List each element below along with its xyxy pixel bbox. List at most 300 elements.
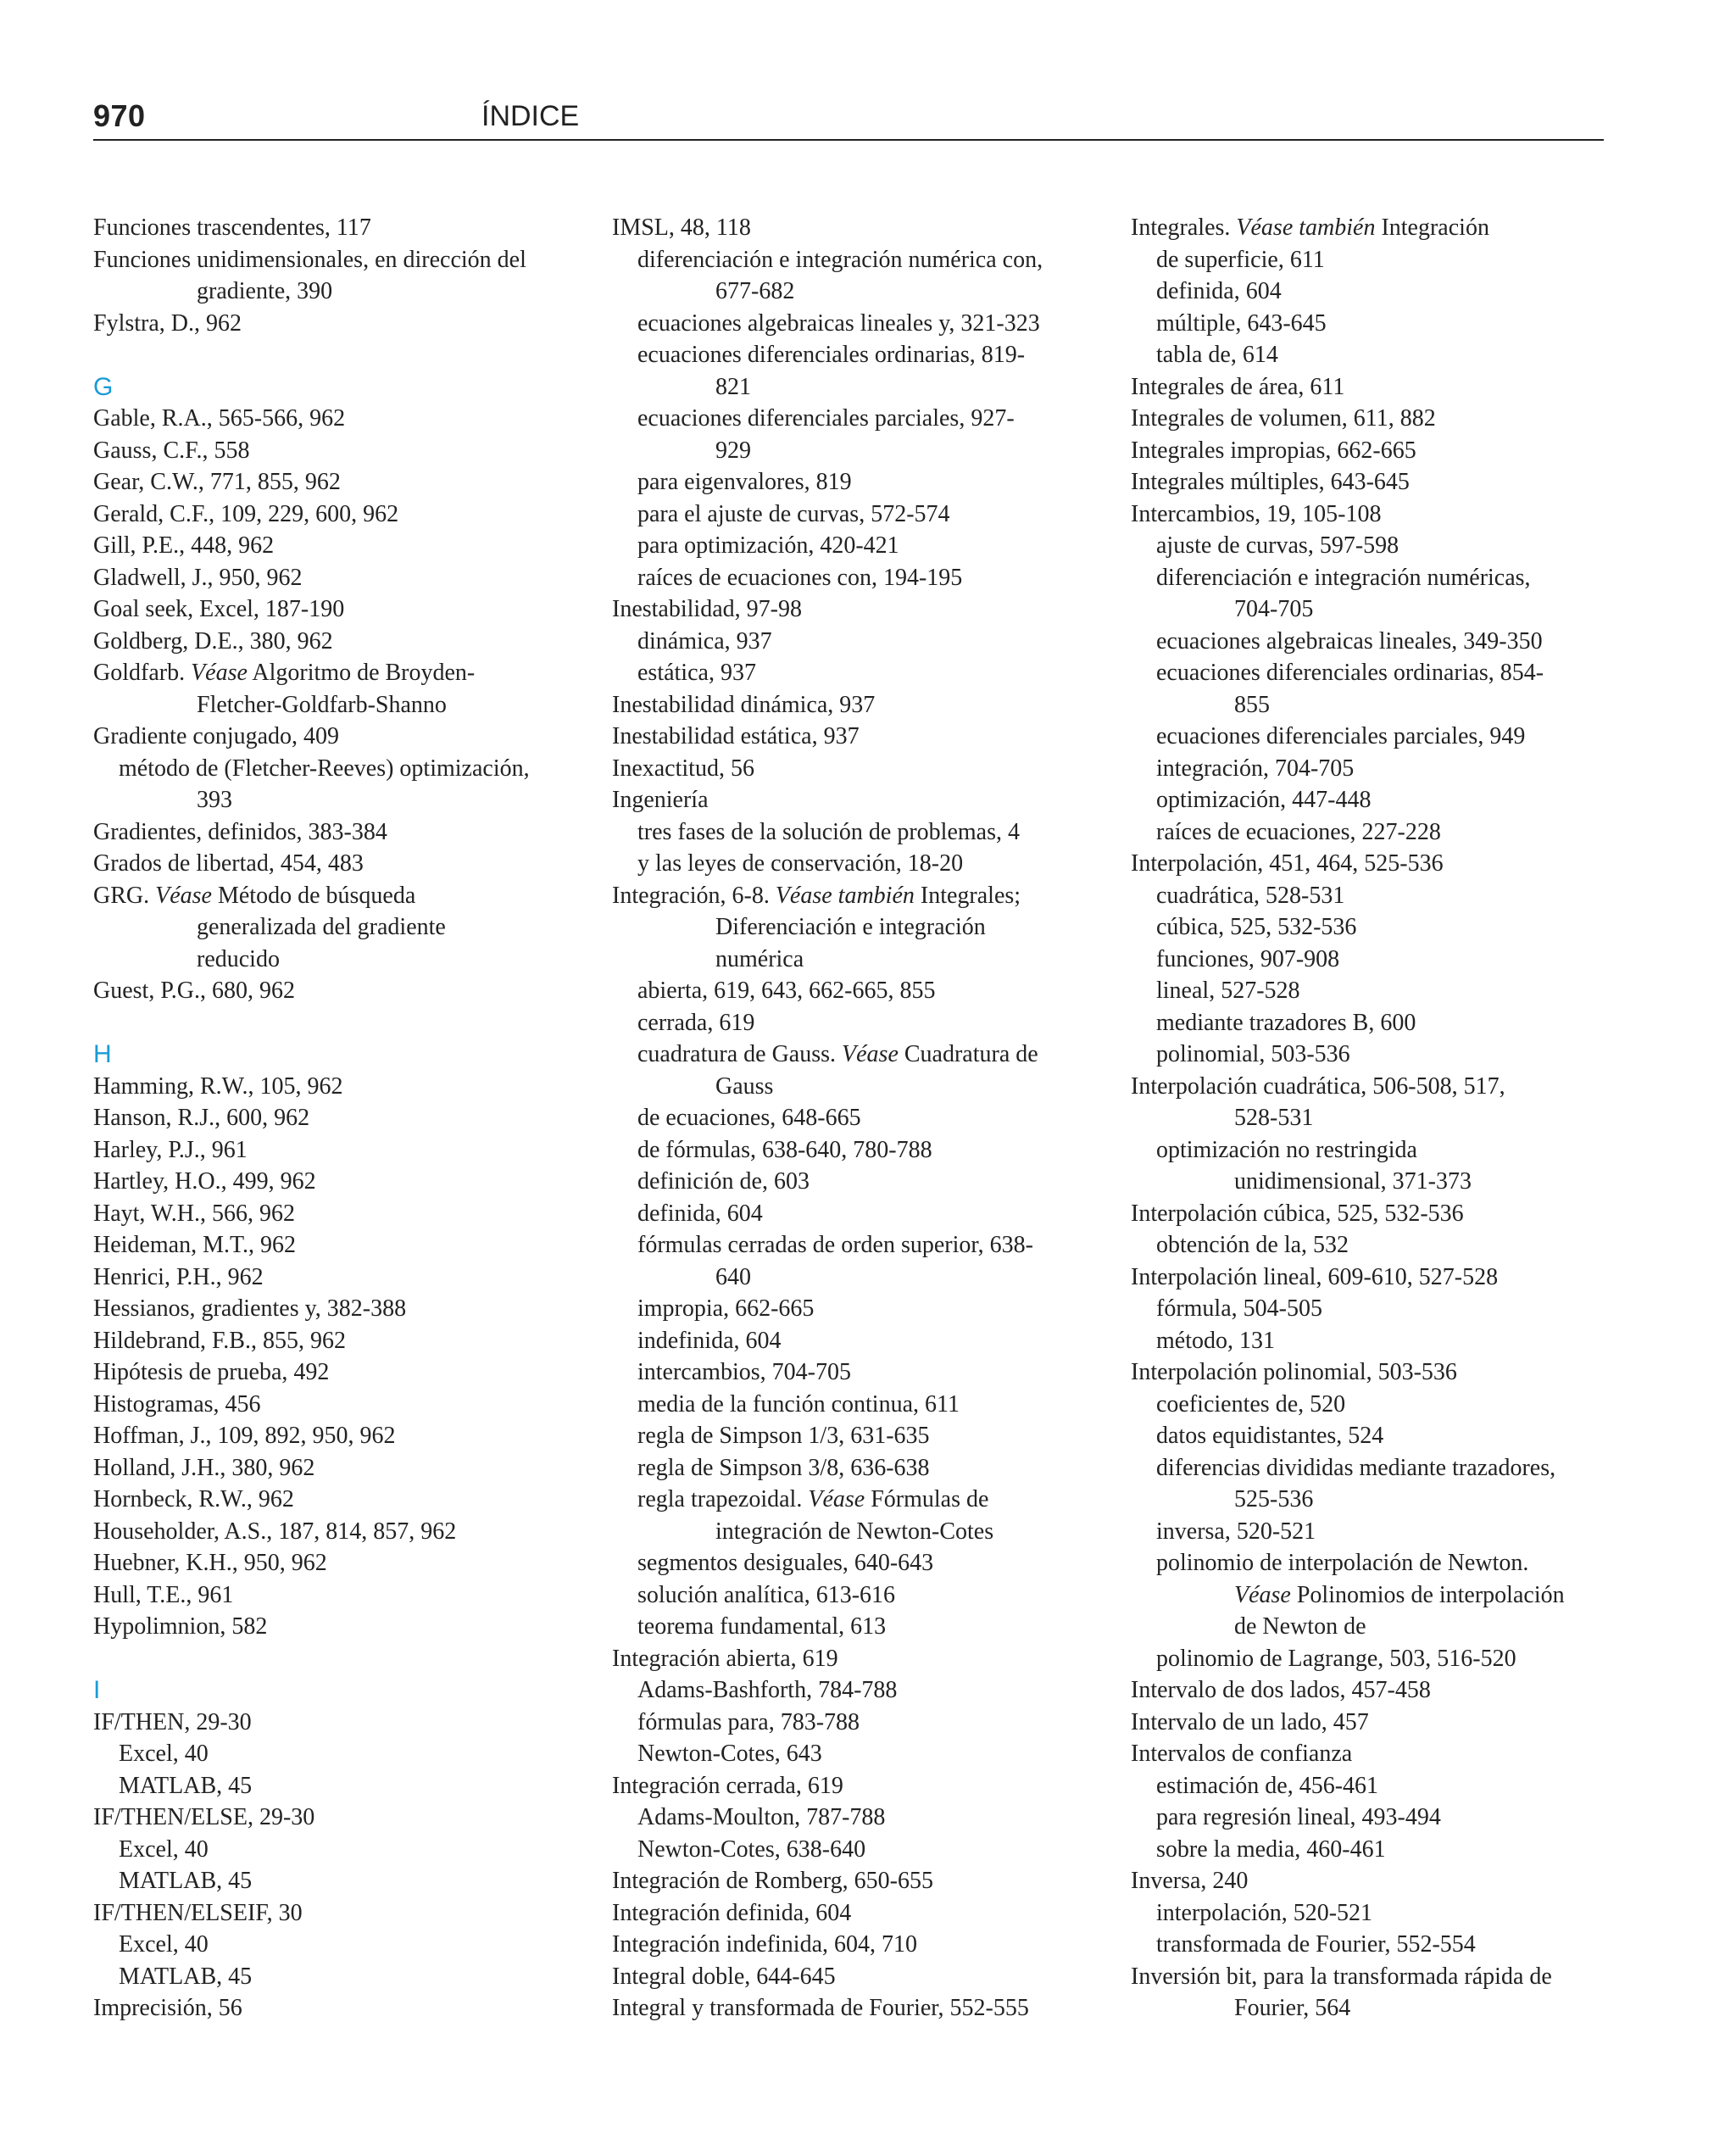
entry-text: 929: [715, 437, 751, 464]
entry-text: Newton-Cotes, 643: [637, 1741, 822, 1767]
index-entry: [93, 1325, 568, 1357]
cross-reference-marker: Véase: [808, 1486, 865, 1512]
entry-text: polinomial, 503-536: [1156, 1041, 1350, 1067]
entry-text: Integración abierta, 619: [612, 1645, 838, 1672]
index-subentry: [612, 1452, 1121, 1484]
index-subentry: [1131, 1802, 1639, 1834]
entry-text: diferencias divididas mediante trazadores,: [1156, 1454, 1556, 1481]
entry-text: intercambios, 704-705: [637, 1359, 851, 1385]
index-subentry: [612, 530, 1121, 562]
index-subentry: [1131, 753, 1639, 785]
index-column-3: [1131, 212, 1639, 2025]
entry-text: numérica: [715, 945, 804, 972]
index-entry: [612, 689, 1121, 721]
index-subentry: [612, 499, 1121, 531]
entry-text: solución analítica, 613-616: [637, 1581, 896, 1608]
index-entry: [93, 1356, 568, 1389]
entry-text: inversa, 520-521: [1156, 1518, 1316, 1545]
entry-text: optimización, 447-448: [1156, 787, 1372, 813]
index-subentry: [612, 308, 1121, 340]
index-entry: [612, 1929, 1121, 1961]
entry-text: interpolación, 520-521: [1156, 1899, 1373, 1926]
entry-text: Hamming, R.W., 105, 962: [93, 1072, 343, 1100]
index-subentry: [1131, 1389, 1639, 1421]
index-entry: [1131, 1707, 1639, 1739]
entry-text: ecuaciones diferenciales parciales, 927-: [637, 405, 1015, 432]
entry-text: diferenciación e integración numérica con,: [637, 246, 1043, 273]
entry-text: ecuaciones diferenciales ordinarias, 819-: [637, 342, 1026, 368]
cross-reference-marker: Véase también: [1236, 214, 1376, 241]
entry-text: GRG.: [93, 882, 150, 909]
index-entry-continuation: [1131, 689, 1639, 721]
index-subentry: [1131, 1547, 1639, 1579]
entry-text: Excel, 40: [119, 1931, 209, 1958]
entry-text: Hayt, W.H., 566, 962: [93, 1200, 295, 1227]
entry-text: regla de Simpson 3/8, 636-638: [637, 1454, 930, 1481]
index-entry: [93, 657, 568, 689]
entry-text: gradiente, 390: [197, 278, 333, 304]
entry-text: Integración, 6-8.: [612, 882, 770, 909]
entry-text: Heideman, M.T., 962: [93, 1232, 296, 1258]
entry-text: 640: [715, 1263, 751, 1290]
index-entry-continuation: [1131, 1484, 1639, 1516]
index-entry: [1131, 1071, 1639, 1103]
cross-reference-target: Integrales;: [920, 882, 1021, 909]
entry-text: Grados de libertad, 454, 483: [93, 850, 364, 877]
index-entry-continuation: [612, 911, 1121, 944]
index-entry: [93, 848, 568, 880]
index-subentry: [1131, 244, 1639, 276]
index-entry: [1131, 466, 1639, 499]
index-entry: [1131, 371, 1639, 404]
entry-text: obtención de la, 532: [1156, 1232, 1349, 1258]
cross-reference-marker: Véase: [842, 1041, 899, 1067]
index-subentry: [1131, 308, 1639, 340]
index-subentry: [1131, 1897, 1639, 1930]
entry-text: Inversión bit, para la transformada rápida de: [1131, 1963, 1552, 1990]
entry-text: 393: [197, 787, 232, 813]
index-entry: [93, 562, 568, 594]
index-subentry: [612, 975, 1121, 1007]
index-entry-continuation: [612, 1262, 1121, 1294]
index-entry: [1131, 435, 1639, 467]
entry-text: de Newton de: [1234, 1613, 1366, 1640]
index-subentry: [1131, 944, 1639, 976]
index-entry: [612, 721, 1121, 753]
entry-text: dinámica, 937: [637, 627, 772, 654]
index-entry: [93, 1992, 568, 2025]
cross-reference-target: Fórmulas de: [871, 1486, 989, 1512]
entry-text: definición de, 603: [637, 1168, 810, 1195]
entry-text: para eigenvalores, 819: [637, 469, 852, 495]
index-subentry: [612, 1802, 1121, 1834]
index-subentry: [612, 1707, 1121, 1739]
entry-text: Henrici, P.H., 962: [93, 1263, 264, 1290]
index-subentry: [1131, 975, 1639, 1007]
index-entry: [1131, 403, 1639, 435]
entry-text: Fylstra, D., 962: [93, 309, 242, 337]
entry-text: Diferenciación e integración: [715, 914, 986, 940]
index-entry: [1131, 1738, 1639, 1770]
entry-text: tres fases de la solución de problemas, 4: [637, 818, 1020, 845]
entry-text: Interpolación polinomial, 503-536: [1131, 1359, 1457, 1385]
cross-reference-target: Algoritmo de Broyden-: [252, 660, 476, 686]
entry-text: Funciones trascendentes, 117: [93, 214, 371, 241]
index-entry-continuation: [612, 1071, 1121, 1103]
entry-text: abierta, 619, 643, 662-665, 855: [637, 978, 936, 1004]
index-subentry: [1131, 1516, 1639, 1548]
index-entry-continuation: [1131, 1102, 1639, 1134]
entry-text: Harley, P.J., 961: [93, 1136, 248, 1163]
entry-text: Goldberg, D.E., 380, 962: [93, 627, 333, 654]
entry-text: ecuaciones diferenciales parciales, 949: [1156, 723, 1526, 749]
entry-text: cuadrática, 528-531: [1156, 882, 1345, 909]
entry-text: lineal, 527-528: [1156, 978, 1300, 1004]
index-entry: [93, 244, 568, 276]
index-entry-continuation: [612, 1516, 1121, 1548]
entry-text: Intervalos de confianza: [1131, 1741, 1353, 1767]
entry-text: Hornbeck, R.W., 962: [93, 1486, 294, 1512]
entry-text: fórmulas para, 783-788: [637, 1708, 860, 1735]
section-letter: H: [93, 1040, 112, 1068]
index-subentry: [612, 244, 1121, 276]
index-subentry: [612, 403, 1121, 435]
entry-text: Inexactitud, 56: [612, 755, 754, 782]
entry-text: MATLAB, 45: [119, 1963, 253, 1990]
entry-text: teorema fundamental, 613: [637, 1613, 887, 1640]
index-subentry: [1131, 1134, 1639, 1167]
page-number: 970: [93, 98, 146, 133]
index-subentry: [93, 1738, 568, 1770]
index-entry: [612, 593, 1121, 626]
cross-reference-target: Método de búsqueda: [217, 882, 416, 909]
index-subentry: [1131, 562, 1639, 594]
entry-text: Inestabilidad dinámica, 937: [612, 691, 876, 718]
entry-text: Hessianos, gradientes y, 382-388: [93, 1295, 407, 1322]
entry-text: Gauss, C.F., 558: [93, 437, 250, 464]
entry-text: ecuaciones algebraicas lineales y, 321-323: [637, 309, 1040, 337]
index-subentry: [1131, 880, 1639, 912]
entry-text: Gerald, C.F., 109, 229, 600, 962: [93, 500, 399, 527]
index-entry: [93, 1897, 568, 1930]
index-subentry: [612, 1420, 1121, 1452]
entry-text: 528-531: [1234, 1105, 1314, 1131]
entry-text: Histogramas, 456: [93, 1390, 261, 1418]
entry-text: Fourier, 564: [1234, 1995, 1351, 2021]
entry-text: Newton-Cotes, 638-640: [637, 1835, 866, 1863]
index-subentry: [1131, 1834, 1639, 1866]
entry-text: Householder, A.S., 187, 814, 857, 962: [93, 1518, 457, 1545]
entry-text: datos equidistantes, 524: [1156, 1423, 1384, 1449]
index-entry: [93, 721, 568, 753]
index-subentry: [1131, 339, 1639, 371]
entry-text: fórmulas cerradas de orden superior, 638-: [637, 1232, 1033, 1258]
entry-text: MATLAB, 45: [119, 1868, 253, 1894]
index-entry-continuation: [93, 944, 568, 976]
entry-text: regla de Simpson 1/3, 631-635: [637, 1423, 930, 1449]
entry-text: 821: [715, 373, 751, 400]
entry-text: coeficientes de, 520: [1156, 1390, 1346, 1418]
entry-text: polinomio de interpolación de Newton.: [1156, 1550, 1529, 1576]
entry-text: media de la función continua, 611: [637, 1390, 960, 1418]
index-entry-continuation: [1131, 1579, 1639, 1612]
index-entry: [1131, 1865, 1639, 1897]
index-entry: [612, 753, 1121, 785]
entry-text: Integración de Romberg, 650-655: [612, 1868, 933, 1894]
index-entry: [93, 1579, 568, 1612]
index-subentry: [612, 1293, 1121, 1325]
entry-text: indefinida, 604: [637, 1327, 782, 1354]
index-subentry: [612, 1229, 1121, 1262]
entry-text: Integrales múltiples, 643-645: [1131, 469, 1410, 495]
entry-text: Adams-Moulton, 787-788: [637, 1804, 886, 1830]
cross-reference-marker: Véase: [155, 882, 212, 909]
entry-text: mediante trazadores B, 600: [1156, 1009, 1416, 1036]
index-entry: [93, 1262, 568, 1294]
index-entry: [93, 1547, 568, 1579]
entry-text: impropia, 662-665: [637, 1295, 815, 1322]
index-entry: [93, 1198, 568, 1230]
entry-text: método de (Fletcher-Reeves) optimización,: [119, 755, 530, 782]
index-subentry: [1131, 1229, 1639, 1262]
index-subentry: [1131, 1007, 1639, 1039]
index-entry: [1131, 212, 1639, 244]
index-entry-continuation: [93, 276, 568, 308]
index-subentry: [612, 848, 1121, 880]
entry-text: para optimización, 420-421: [637, 532, 899, 559]
index-entry: [93, 975, 568, 1007]
index-subentry: [612, 1579, 1121, 1612]
index-subentry: [612, 1102, 1121, 1134]
index-subentry: [612, 562, 1121, 594]
entry-text: de ecuaciones, 648-665: [637, 1105, 861, 1131]
entry-text: Interpolación cúbica, 525, 532-536: [1131, 1200, 1464, 1227]
entry-text: Integración indefinida, 604, 710: [612, 1931, 918, 1958]
index-subentry: [612, 1039, 1121, 1071]
entry-text: MATLAB, 45: [119, 1772, 253, 1799]
entry-text: Hoffman, J., 109, 892, 950, 962: [93, 1423, 396, 1449]
index-entry-continuation: [1131, 593, 1639, 626]
page-header: [93, 95, 1604, 141]
entry-text: Goal seek, Excel, 187-190: [93, 596, 345, 622]
index-entry-continuation: [93, 911, 568, 944]
entry-text: Inestabilidad, 97-98: [612, 596, 802, 622]
entry-text: Fletcher-Goldfarb-Shanno: [197, 691, 447, 718]
index-entry: [93, 1420, 568, 1452]
index-entry: [93, 403, 568, 435]
index-subentry: [93, 1834, 568, 1866]
index-subentry: [1131, 911, 1639, 944]
index-subentry: [1131, 1452, 1639, 1484]
index-entry: [93, 1071, 568, 1103]
index-entry: [1131, 1262, 1639, 1294]
entry-text: Intervalo de un lado, 457: [1131, 1708, 1369, 1735]
index-entry-continuation: [612, 435, 1121, 467]
entry-text: Excel, 40: [119, 1835, 209, 1863]
entry-text: definida, 604: [637, 1200, 763, 1227]
entry-text: Hartley, H.O., 499, 962: [93, 1168, 316, 1195]
index-subentry: [1131, 657, 1639, 689]
index-subentry: [1131, 1929, 1639, 1961]
index-entry: [93, 1229, 568, 1262]
entry-text: raíces de ecuaciones, 227-228: [1156, 818, 1441, 845]
entry-text: ajuste de curvas, 597-598: [1156, 532, 1399, 559]
index-subentry: [612, 339, 1121, 371]
index-entry: [93, 1516, 568, 1548]
entry-text: Interpolación cuadrática, 506-508, 517,: [1131, 1072, 1505, 1100]
entry-text: Integrales impropias, 662-665: [1131, 437, 1416, 464]
entry-text: fórmula, 504-505: [1156, 1295, 1322, 1322]
entry-text: IF/THEN, 29-30: [93, 1708, 252, 1735]
entry-text: Gradiente conjugado, 409: [93, 723, 340, 749]
entry-text: Gable, R.A., 565-566, 962: [93, 405, 346, 432]
index-subentry: [612, 1834, 1121, 1866]
entry-text: Integrales de área, 611: [1131, 373, 1345, 400]
index-entry: [612, 1961, 1121, 1993]
entry-text: IF/THEN/ELSEIF, 30: [93, 1899, 303, 1926]
entry-text: Inversa, 240: [1131, 1868, 1249, 1894]
section-letter: G: [93, 372, 114, 401]
index-subentry: [612, 1356, 1121, 1389]
index-entry: [612, 1770, 1121, 1802]
index-entry: [93, 308, 568, 340]
index-subentry: [1131, 276, 1639, 308]
index-subentry: [612, 1198, 1121, 1230]
index-entry: [1131, 1198, 1639, 1230]
entry-text: IMSL, 48, 118: [612, 214, 751, 241]
entry-text: integración de Newton-Cotes: [715, 1518, 994, 1545]
index-entry: [1131, 848, 1639, 880]
entry-text: integración, 704-705: [1156, 755, 1355, 782]
entry-text: optimización no restringida: [1156, 1136, 1417, 1163]
entry-text: 704-705: [1234, 596, 1314, 622]
entry-text: 855: [1234, 691, 1270, 718]
index-subentry: [612, 1611, 1121, 1643]
entry-text: múltiple, 643-645: [1156, 309, 1327, 337]
entry-text: Integrales.: [1131, 214, 1231, 241]
index-subentry: [612, 816, 1121, 849]
cross-reference-target: Polinomios de interpolación: [1296, 1581, 1565, 1608]
entry-text: estática, 937: [637, 660, 756, 686]
index-entry: [612, 784, 1121, 816]
entry-text: Adams-Bashforth, 784-788: [637, 1677, 898, 1703]
index-entry: [612, 1865, 1121, 1897]
entry-text: Gear, C.W., 771, 855, 962: [93, 469, 341, 495]
entry-text: Hypolimnion, 582: [93, 1613, 268, 1640]
index-subentry: [1131, 1643, 1639, 1675]
entry-text: regla trapezoidal.: [637, 1486, 803, 1512]
index-subentry: [612, 1547, 1121, 1579]
index-entry-continuation: [93, 784, 568, 816]
entry-text: Gladwell, J., 950, 962: [93, 564, 303, 591]
cross-reference-target: Cuadratura de: [904, 1041, 1038, 1067]
entry-text: Integrales de volumen, 611, 882: [1131, 405, 1436, 432]
entry-text: Gill, P.E., 448, 962: [93, 532, 275, 559]
index-entry-continuation: [1131, 1166, 1639, 1198]
index-entry: [1131, 1674, 1639, 1707]
section-letter: I: [93, 1676, 101, 1704]
index-entry: [93, 880, 568, 912]
index-entry: [93, 1389, 568, 1421]
entry-text: IF/THEN/ELSE, 29-30: [93, 1804, 315, 1830]
entry-text: raíces de ecuaciones con, 194-195: [637, 564, 963, 591]
cross-reference-marker: Véase: [1234, 1581, 1291, 1608]
index-subentry: [93, 1770, 568, 1802]
entry-text: 677-682: [715, 278, 795, 304]
index-subentry: [612, 1738, 1121, 1770]
index-entry: [612, 1992, 1121, 2025]
entry-text: para regresión lineal, 493-494: [1156, 1804, 1441, 1830]
index-subentry: [612, 466, 1121, 499]
entry-text: de fórmulas, 638-640, 780-788: [637, 1136, 932, 1163]
index-subentry: [1131, 1293, 1639, 1325]
index-entry: [612, 1643, 1121, 1675]
entry-text: polinomio de Lagrange, 503, 516-520: [1156, 1645, 1516, 1672]
index-entry: [93, 1484, 568, 1516]
entry-text: Guest, P.G., 680, 962: [93, 978, 296, 1004]
index-column-1: [93, 212, 568, 2025]
index-subentry: [612, 1007, 1121, 1039]
index-entry: [93, 816, 568, 849]
index-entry: [93, 212, 568, 244]
index-entry: [1131, 499, 1639, 531]
index-subentry: [93, 753, 568, 785]
index-entry: [93, 435, 568, 467]
entry-text: Hipótesis de prueba, 492: [93, 1359, 330, 1385]
index-entry: [93, 1293, 568, 1325]
entry-text: Interpolación lineal, 609-610, 527-528: [1131, 1263, 1499, 1290]
index-entry-continuation: [1131, 1992, 1639, 2025]
entry-text: segmentos desiguales, 640-643: [637, 1550, 934, 1576]
index-entry: [93, 1611, 568, 1643]
index-subentry: [1131, 1325, 1639, 1357]
index-subentry: [612, 1484, 1121, 1516]
entry-text: Imprecisión, 56: [93, 1995, 242, 2021]
entry-text: método, 131: [1156, 1327, 1275, 1354]
index-subentry: [612, 1674, 1121, 1707]
index-entry-continuation: [612, 276, 1121, 308]
entry-text: Funciones unidimensionales, en dirección del: [93, 246, 526, 273]
entry-text: definida, 604: [1156, 278, 1282, 304]
index-entry: [93, 530, 568, 562]
entry-text: Interpolación, 451, 464, 525-536: [1131, 850, 1444, 877]
index-entry: [93, 1102, 568, 1134]
entry-text: Intervalo de dos lados, 457-458: [1131, 1677, 1431, 1703]
entry-text: unidimensional, 371-373: [1234, 1168, 1472, 1195]
entry-text: Integración cerrada, 619: [612, 1772, 843, 1799]
index-entry: [93, 626, 568, 658]
cross-reference-marker: Véase: [191, 660, 248, 686]
cross-reference-target: Integración: [1381, 214, 1489, 241]
entry-text: diferenciación e integración numéricas,: [1156, 564, 1531, 591]
index-subentry: [1131, 1039, 1639, 1071]
entry-text: y las leyes de conservación, 18-20: [637, 850, 964, 877]
index-subentry: [93, 1865, 568, 1897]
entry-text: Integral doble, 644-645: [612, 1963, 836, 1990]
index-column-2: [612, 212, 1121, 2025]
index-entry: [93, 499, 568, 531]
entry-text: cuadratura de Gauss.: [637, 1041, 837, 1067]
index-entry: [93, 466, 568, 499]
entry-text: Inestabilidad estática, 937: [612, 723, 860, 749]
index-entry-continuation: [612, 371, 1121, 404]
index-subentry: [93, 1961, 568, 1993]
index-entry-continuation: [1131, 1611, 1639, 1643]
index-subentry: [1131, 784, 1639, 816]
index-entry: [93, 1166, 568, 1198]
entry-text: para el ajuste de curvas, 572-574: [637, 500, 950, 527]
entry-text: tabla de, 614: [1156, 342, 1278, 368]
